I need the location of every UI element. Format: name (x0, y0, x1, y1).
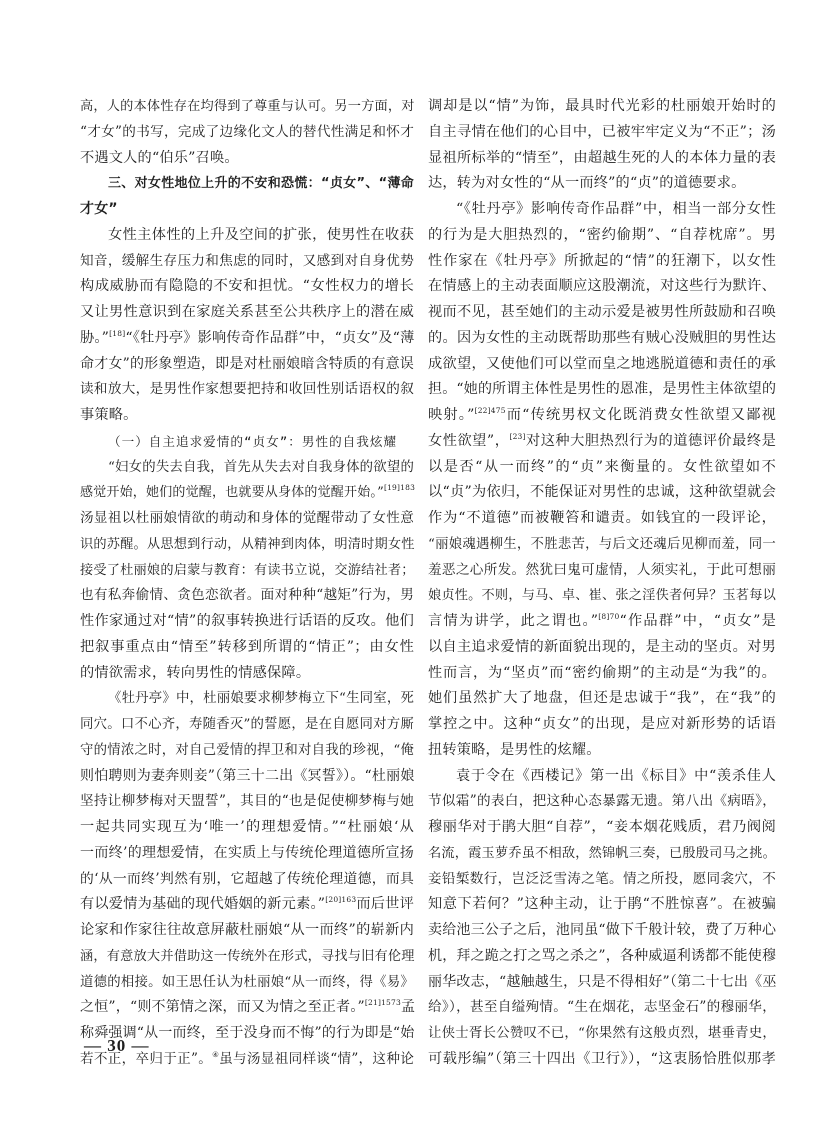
line-text: 高，人的本体性存在均得到了尊重与认可。另一方面，对 (80, 99, 415, 114)
text-line (80, 120, 414, 146)
right-column (428, 94, 776, 1073)
left-column (80, 94, 414, 1073)
line-text: 让侠士胥长公赞叹不已，“你果然有这般贞烈，堪垂青史， (428, 1026, 776, 1041)
text-line (80, 712, 414, 738)
text-line (428, 532, 776, 558)
line-text: 把叙事重点由“情至”转移到所谓的“情正”；由女性 (80, 638, 414, 655)
line-text: 则怕聘则为妻奔则妾”（第三十二出《冥誓》）。“杜丽娘 (80, 767, 415, 784)
text-line (80, 94, 414, 120)
citation-marker: ④ (212, 1049, 220, 1059)
line-text: 调却是以“情”为饰，最具时代光彩的杜丽娘开始时的 (428, 98, 776, 114)
text-line (80, 892, 414, 918)
text-line (428, 377, 776, 403)
line-text: 一而终’的理想爱情，在实质上与传统伦理道德所宣扬 (80, 844, 414, 861)
text-line (80, 583, 414, 609)
line-text: 守的情浓之时，对自己爱情的捍卫和对自我的珍视，“俺 (80, 742, 414, 758)
text-line (80, 377, 414, 403)
line-text: “才女”的书写，完成了边缘化文人的替代性满足和怀才 (80, 123, 414, 140)
line-text: “《牡丹亭》影响传奇作品群”中，“贞女”及“薄 (125, 329, 415, 346)
line-text: 丽华改志，“越触越生，只是不得相好”（第二十七出《巫 (428, 973, 777, 990)
line-text: 而“传统男权文化既消费女性欲望又鄙视 (505, 407, 776, 423)
line-text: 女性欲望”， (428, 432, 510, 449)
line-text: 坚持让柳梦梅对天盟誓”，其目的“也是促使柳梦梅与她 (80, 793, 414, 810)
text-line (80, 841, 414, 867)
line-text: 的情欲需求，转向男性的情感保障。 (80, 664, 311, 681)
text-line (80, 970, 414, 996)
text-line (428, 506, 776, 532)
line-text: 言情为讲学，此之谓也。” (428, 613, 599, 629)
citation-marker: [19]183 (383, 483, 416, 493)
page-number: — 30 — (84, 1036, 150, 1055)
line-text: 可载彤编”（第三十四出《卫行》），“这衷肠恰胜似那孝 (428, 1050, 776, 1067)
subsection-heading (80, 429, 414, 455)
section-heading (80, 197, 414, 223)
line-text: 性作家通过对“情”的叙事转换进行话语的反攻。他们 (80, 613, 414, 629)
line-text: 感觉开始，她们的觉醒，也就要从身体的觉醒开始。” (80, 485, 384, 501)
text-line (80, 944, 414, 970)
line-text: 构成威胁而有隐隐的不安和担忧。“女性权力的增长 (80, 278, 414, 295)
line-text: 的‘从一而终’判然有别，它超越了传统伦理道德，而具 (80, 870, 414, 887)
text-line (428, 1047, 776, 1073)
line-text: 对这种大胆热烈行为的道德评价最终是 (525, 432, 776, 449)
text-line (428, 274, 776, 300)
line-text: 一起共同实现互为‘唯一’的理想爱情。”“杜丽娘‘从 (80, 819, 414, 835)
text-line (428, 635, 776, 661)
text-line (80, 558, 414, 584)
text-line (80, 532, 414, 558)
line-text: 羞恶之心所发。然犹曰鬼可虚情，人须实礼，于此可想丽 (428, 561, 776, 578)
text-line (428, 197, 776, 223)
line-text: 女性主体性的上升及空间的扩张，使男性在收获 (108, 226, 414, 243)
line-text: 孟 (400, 999, 416, 1016)
text-line (428, 789, 776, 815)
text-line (428, 1021, 776, 1047)
text-line (428, 583, 776, 609)
text-line (428, 970, 776, 996)
line-text: 视而不见，甚至她们的主动示爱是被男性所鼓励和召唤 (428, 304, 776, 320)
line-text: 胁。” (80, 329, 110, 346)
line-text: 达，转为对女性的“从一而终”的“贞”的道德要求。 (428, 175, 746, 192)
line-text: 名流，霞玉萝乔虽不相敌，然锦帆三奏，已殷殷司马之挑。 (428, 845, 777, 861)
text-line (428, 223, 776, 249)
line-text: 称舜强调“从一而终，至于没身而不悔”的行为即是“始 (80, 1025, 415, 1041)
text-line (80, 223, 414, 249)
citation-marker: [23] (509, 431, 526, 441)
text-line (428, 995, 776, 1021)
text-line (80, 867, 414, 893)
citation-marker: [8]70 (598, 612, 620, 621)
text-line (80, 146, 414, 172)
text-line (428, 738, 776, 764)
text-line (428, 249, 776, 275)
line-text: 汤显祖以杜丽娘情欲的萌动和身体的觉醒带动了女性意 (80, 510, 414, 526)
text-line (428, 94, 776, 120)
text-line (428, 661, 776, 687)
text-line (428, 300, 776, 326)
text-line (80, 918, 414, 944)
line-text: 节似霜”的表白，把这种心态暴露无遗。第八出《病晤》， (428, 793, 776, 810)
line-text: 虽与汤显祖同样谈“情”，这种论 (219, 1050, 414, 1067)
line-text: 在情感上的主动表面顺应这股潮流，对这些行为默许、 (428, 278, 776, 295)
line-text: 担。“她的所谓主体性是男性的恩准，是男性主体欲望的 (428, 381, 777, 398)
text-line (80, 764, 414, 790)
line-text: 知意下若何？”这种主动，让于鹃“不胜惊喜”。在被骗 (428, 896, 776, 913)
citation-marker: [20]163 (325, 895, 357, 905)
text-line (428, 171, 776, 197)
line-text: 道德的相接。如王思任认为杜丽娘“从一而终，得《易》 (80, 974, 414, 990)
text-line (80, 506, 414, 532)
citation-marker: [22]475 (474, 406, 506, 415)
text-line (428, 558, 776, 584)
line-text: 以“贞”为依归，不能保证对男性的忠诚，这种欲望就会 (428, 484, 776, 501)
line-text: 娘贞性。不则，与马、卓、崔、张之淫佚者何异？玉茗每以 (428, 588, 777, 604)
text-line (428, 918, 776, 944)
line-text: 不遇文人的“伯乐”召唤。 (80, 149, 239, 166)
text-line (428, 764, 776, 790)
text-line (428, 352, 776, 378)
line-text: 作为“不道德”而被鞭笞和谴责。如钱宜的一段评论， (428, 510, 776, 526)
line-text: 她们虽然扩大了地盘，但还是忠诚于“我”，在“我”的 (428, 690, 776, 707)
text-line (428, 429, 776, 455)
text-line (80, 609, 414, 635)
line-text: 命才女”的形象塑造，即是对杜丽娘暗含特质的有意误 (80, 355, 414, 372)
text-line (428, 403, 776, 429)
line-text: 扭转策略，是男性的炫耀。 (428, 741, 601, 758)
text-line (428, 609, 776, 635)
citation-marker: [21]1573 (364, 998, 401, 1008)
text-line (428, 326, 776, 352)
line-text: 映射。” (428, 407, 475, 423)
text-line (428, 712, 776, 738)
text-line (80, 635, 414, 661)
line-text: 机，拜之跪之打之骂之杀之”，各种威逼利诱都不能使穆 (428, 947, 777, 964)
line-text: 给》），甚至自缢殉情。“生在烟花，志坚金石”的穆丽华， (428, 999, 776, 1016)
line-text: （一）自主追求爱情的“贞女”：男性的自我炫耀 (108, 433, 398, 449)
line-text: 接受了杜丽娘的启蒙与教育：有读书立说，交游结社者； (80, 562, 415, 578)
line-text: “妇女的失去自我，首先从失去对自我身体的欲望的 (108, 459, 415, 475)
citation-marker: [18] (109, 328, 126, 338)
text-line (80, 326, 414, 352)
line-text: 性而言，为“坚贞”而“密约偷期”的主动是“为我”的。 (428, 664, 776, 681)
line-text: 以自主追求爱情的新面貌出现的，是主动的坚贞。对男 (428, 638, 776, 655)
text-line (80, 249, 414, 275)
line-text: 若不正，卒归于正”。 (80, 1050, 213, 1067)
text-line (80, 686, 414, 712)
text-line (80, 995, 414, 1021)
line-text: 以是否“从一而终”的“贞”来衡量的。女性欲望如不 (428, 458, 776, 475)
text-line (428, 867, 776, 893)
line-text: “作品群”中，“贞女”是 (619, 613, 776, 629)
text-line (80, 352, 414, 378)
line-text: 涵，有意放大并借助这一传统外在形式，寻找与旧有伦理 (80, 948, 415, 964)
text-line (80, 455, 414, 481)
text-line (80, 403, 414, 429)
line-text: 而后世评 (356, 896, 414, 913)
line-text: 同穴。口不心齐，寿随香灭”的誓愿，是在自愿同对方厮 (80, 717, 414, 732)
text-line (428, 815, 776, 841)
line-text: 袁于令在《西楼记》第一出《标目》中“羡杀佳人 (456, 767, 776, 784)
line-text: 之恒”，“则不第情之深，而又为情之至正者。” (80, 999, 365, 1016)
line-text: 掌控之中。这种“贞女”的出现，是应对新形势的话语 (428, 716, 776, 732)
line-text: 三、对女性地位上升的不安和恐慌：“贞女”、“薄命 (108, 176, 414, 192)
line-text: 又让男性意识到在家庭关系甚至公共秩序上的潜在威 (80, 304, 414, 320)
text-line (80, 738, 414, 764)
line-text: 自主寻情在他们的心目中，已被牢牢定义为“不正”；汤 (428, 123, 776, 140)
line-text: 卖给池三公子之后，池同虽“做下千般计较，费了万种心 (428, 922, 777, 938)
text-line (428, 892, 776, 918)
line-text: 论家和作家往往故意屏蔽杜丽娘“从一而终”的崭新内 (80, 922, 414, 938)
line-text: 的。因为女性的主动既帮助那些有贼心没贼胆的男性达 (428, 329, 776, 346)
line-text: “丽娘魂遇柳生，不胜悲苦，与后文还魂后见柳而羞，同一 (428, 536, 776, 552)
line-text: 有以爱情为基础的现代婚姻的新元素。” (80, 896, 326, 913)
text-line (80, 480, 414, 506)
line-text: 妾铅椠数行，岂泛泛雪涛之笔。情之所投，愿同衾穴，不 (428, 870, 776, 887)
text-line (80, 815, 414, 841)
line-text: 《牡丹亭》中，杜丽娘要求柳梦梅立下“生同室，死 (108, 691, 415, 707)
text-line (80, 274, 414, 300)
line-text: “《牡丹亭》影响传奇作品群”中，相当一部分女性 (456, 201, 776, 217)
line-text: 读和放大，是男性作家想要把持和收回性别话语权的叙 (80, 381, 414, 398)
text-line (428, 944, 776, 970)
text-line (80, 661, 414, 687)
line-text: 也有私奔偷情、贪色恋欲者。面对种种“越矩”行为，男 (80, 587, 414, 604)
text-line (428, 480, 776, 506)
line-text: 性作家在《牡丹亭》所掀起的“情”的狂潮下，以女性 (428, 252, 776, 269)
line-text: 穆丽华对于鹃大胆“自荐”，“妾本烟花贱质，君乃阀阅 (428, 819, 776, 835)
text-line (80, 300, 414, 326)
text-line (428, 146, 776, 172)
text-line (80, 789, 414, 815)
line-text: 的行为是大胆热烈的，“密约偷期”、“自荐枕席”。男 (428, 226, 776, 243)
line-text: 才女” (80, 201, 118, 217)
line-text: 知音，缓解生存压力和焦虑的同时，又感到对自身优势 (80, 252, 414, 269)
text-line (428, 686, 776, 712)
text-line (428, 455, 776, 481)
text-line (428, 841, 776, 867)
line-text: 显祖所标举的“情至”，由超越生死的人的本体力量的表 (428, 149, 776, 166)
section-heading (80, 171, 414, 197)
line-text: 成欲望，又使他们可以堂而皇之地逃脱道德和责任的承 (428, 355, 776, 372)
text-line (428, 120, 776, 146)
line-text: 识的苏醒。从思想到行动，从精神到肉体，明清时期女性 (80, 536, 415, 552)
line-text: 事策略。 (80, 407, 138, 423)
